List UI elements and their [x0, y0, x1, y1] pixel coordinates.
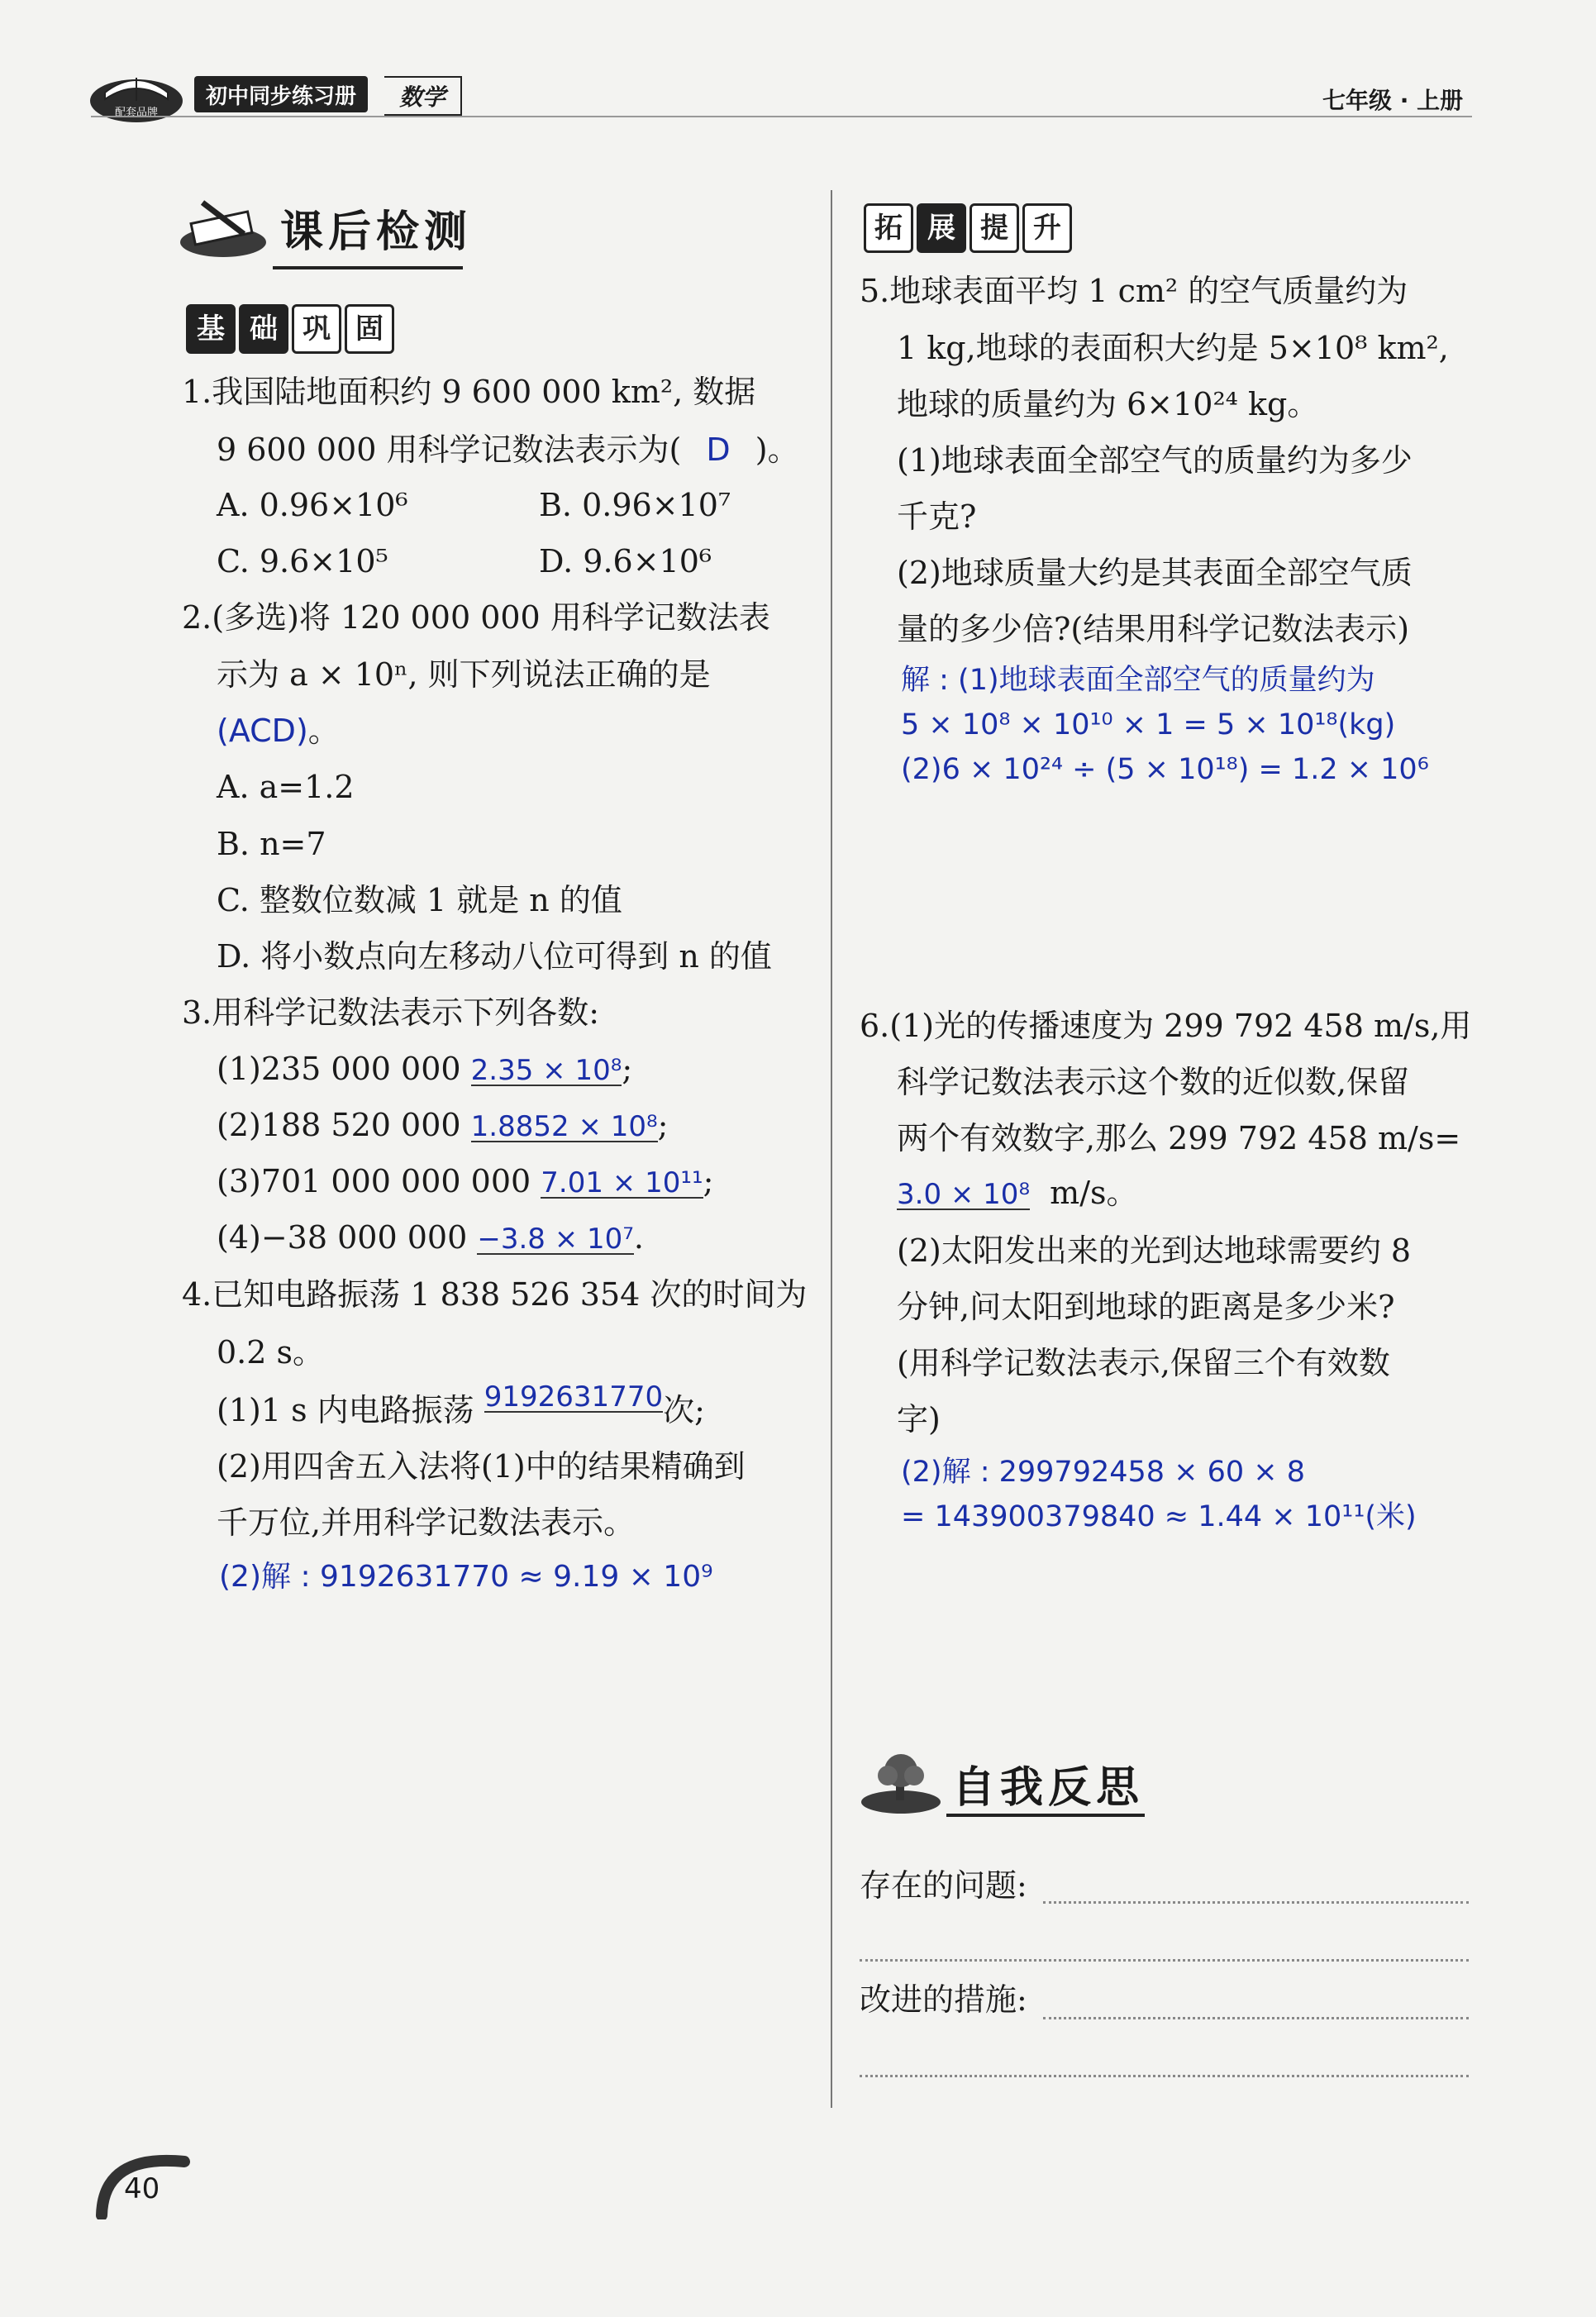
q3-item-4-end: . [633, 1219, 644, 1256]
q5-line2: 1 kg,地球的表面积大约是 5×10⁸ km², [897, 330, 1449, 366]
q3-item-3-question: (3)701 000 000 000 [217, 1163, 531, 1199]
q3-item-3 [217, 1163, 714, 1199]
q1-option-b: B. 0.96×10⁷ [539, 487, 731, 523]
reflect-problems-line-1 [1043, 1901, 1469, 1904]
q5-sub1-line1: (1)地球表面全部空气的质量约为多少 [897, 442, 1413, 479]
q4-sub1 [217, 1380, 705, 1428]
q5-sub1-line2: 千克? [897, 498, 977, 535]
q2-answer-line [217, 713, 340, 749]
q2-option-b: B. n=7 [217, 826, 326, 862]
q1-line2-text: 9 600 000 用科学记数法表示为( [217, 431, 682, 468]
tag-extend-char-2: 展 [917, 203, 966, 253]
q3-item-2-answer: 1.8852 × 10⁸ [470, 1110, 658, 1143]
q4-sub2-answer: (2)解 : 9192631770 ≈ 9.19 × 10⁹ [219, 1560, 713, 1594]
section-reflect-underline [946, 1814, 1145, 1817]
reflect-problems-label: 存在的问题: [860, 1867, 1027, 1904]
q6-sub2-line3: (用科学记数法表示,保留三个有效数 [897, 1345, 1390, 1381]
q4-sub2-line1: (2)用四舍五入法将(1)中的结果精确到 [217, 1448, 746, 1485]
header-subject-box [384, 76, 462, 116]
column-divider [831, 190, 832, 2108]
q3-stem: 3.用科学记数法表示下列各数: [182, 994, 600, 1031]
q5-line3: 地球的质量约为 6×10²⁴ kg。 [897, 386, 1319, 422]
q6-line2: 科学记数法表示这个数的近似数,保留 [897, 1064, 1410, 1100]
q5-answer-1: 解 : (1)地球表面全部空气的质量约为 [901, 664, 1375, 697]
pencil-book-icon [178, 194, 269, 260]
q6-answer-line [897, 1177, 1138, 1210]
q6-answer-2a: (2)解 : 299792458 × 60 × 8 [901, 1456, 1305, 1489]
q1-line1: 1.我国陆地面积约 9 600 000 km², 数据 [182, 374, 756, 410]
q4-line1: 4.已知电路振荡 1 838 526 354 次的时间为 [182, 1276, 808, 1313]
reflect-measures-line-1 [1043, 2017, 1469, 2019]
q6-sub2-line1: (2)太阳发出来的光到达地球需要约 8 [897, 1232, 1412, 1269]
reflect-measures-label: 改进的措施: [860, 1981, 1027, 2018]
q5-answer-2: 5 × 10⁸ × 10¹⁰ × 1 = 5 × 10¹⁸(kg) [901, 708, 1396, 741]
q1-option-a: A. 0.96×10⁶ [217, 487, 408, 523]
header-book-title-box [194, 76, 368, 112]
q3-item-4-question: (4)−38 000 000 [217, 1219, 468, 1256]
q4-sub2-line2: 千万位,并用科学记数法表示。 [217, 1504, 636, 1541]
q4-sub1-end: 次; [663, 1392, 705, 1428]
q6-unit-1: m/s。 [1050, 1175, 1138, 1211]
q2-answer: (ACD) [217, 713, 308, 749]
tag-basic [186, 304, 394, 354]
q3-item-2 [217, 1109, 668, 1142]
reflect-problems-line-2 [860, 1959, 1469, 1962]
section-after-class-title: 课后检测 [280, 207, 473, 257]
q1-option-d: D. 9.6×10⁶ [539, 543, 712, 579]
q1-close: )。 [755, 431, 799, 468]
q1-line2 [217, 431, 799, 468]
section-reflect [860, 1751, 1144, 1815]
q2-line1: 2.(多选)将 120 000 000 用科学记数法表 [182, 599, 770, 636]
q5-sub2-line1: (2)地球质量大约是其表面全部空气质 [897, 555, 1413, 591]
section-reflect-title: 自我反思 [952, 1762, 1145, 1813]
q3-item-3-answer: 7.01 × 10¹¹ [541, 1166, 703, 1199]
q5-line1: 5.地球表面平均 1 cm² 的空气质量约为 [860, 273, 1408, 309]
tag-basic-char-3: 巩 [292, 304, 341, 354]
q5-answer-3: (2)6 × 10²⁴ ÷ (5 × 10¹⁸) = 1.2 × 10⁶ [901, 753, 1429, 786]
page-number: 40 [124, 2172, 160, 2205]
q2-option-c: C. 整数位数减 1 就是 n 的值 [217, 882, 622, 918]
header-rule [91, 116, 1472, 117]
q3-item-4 [217, 1219, 644, 1256]
q5-sub2-line2: 量的多少倍?(结果用科学记数法表示) [897, 611, 1410, 647]
q1-option-c: C. 9.6×10⁵ [217, 543, 388, 579]
q2-option-d: D. 将小数点向左移动八位可得到 n 的值 [217, 938, 772, 975]
header-subject: 数学 [399, 83, 446, 111]
q6-line3: 两个有效数字,那么 299 792 458 m/s= [897, 1120, 1461, 1156]
q6-answer-1: 3.0 × 10⁸ [897, 1178, 1031, 1211]
q6-sub2-line4: 字) [897, 1401, 941, 1437]
q6-answer-2b: = 143900379840 ≈ 1.44 × 10¹¹(米) [901, 1500, 1417, 1533]
tag-extend [864, 203, 1072, 253]
header-grade: 七年级 · 上册 [1322, 87, 1464, 114]
q3-item-3-end: ; [703, 1163, 714, 1199]
tag-basic-char-1: 基 [186, 304, 236, 354]
q6-sub2-line2: 分钟,问太阳到地球的距离是多少米? [897, 1289, 1395, 1325]
q3-item-1-answer: 2.35 × 10⁸ [470, 1054, 622, 1087]
tag-extend-char-1: 拓 [864, 203, 913, 253]
q3-item-1-question: (1)235 000 000 [217, 1051, 461, 1087]
q1-answer: D [706, 431, 731, 468]
section-after-class-underline [273, 266, 463, 269]
q4-line2: 0.2 s。 [217, 1334, 325, 1371]
q6-line1: 6.(1)光的传播速度为 299 792 458 m/s,用 [860, 1008, 1472, 1044]
q3-item-1-end: ; [622, 1051, 633, 1087]
q4-sub1-text: (1)1 s 内电路振荡 [217, 1392, 474, 1428]
tag-extend-char-3: 提 [970, 203, 1019, 253]
tag-basic-char-2: 础 [239, 304, 288, 354]
q3-item-4-answer: −3.8 × 10⁷ [477, 1223, 634, 1256]
tag-extend-char-4: 升 [1022, 203, 1072, 253]
q3-item-2-question: (2)188 520 000 [217, 1107, 461, 1143]
q4-sub1-answer: 9192631770 [484, 1380, 664, 1414]
tag-basic-char-4: 固 [345, 304, 394, 354]
svg-text:配套品牌: 配套品牌 [114, 107, 159, 119]
q2-answer-end: 。 [307, 713, 340, 749]
q2-line2: 示为 a × 10ⁿ, 则下列说法正确的是 [217, 656, 711, 693]
q3-item-2-end: ; [657, 1107, 669, 1143]
section-after-class [178, 194, 472, 260]
q2-option-a: A. a=1.2 [217, 769, 355, 805]
reflect-measures-line-2 [860, 2075, 1469, 2077]
header-book-title: 初中同步练习册 [206, 83, 357, 109]
tree-book-icon [860, 1751, 942, 1815]
q3-item-1 [217, 1053, 632, 1086]
